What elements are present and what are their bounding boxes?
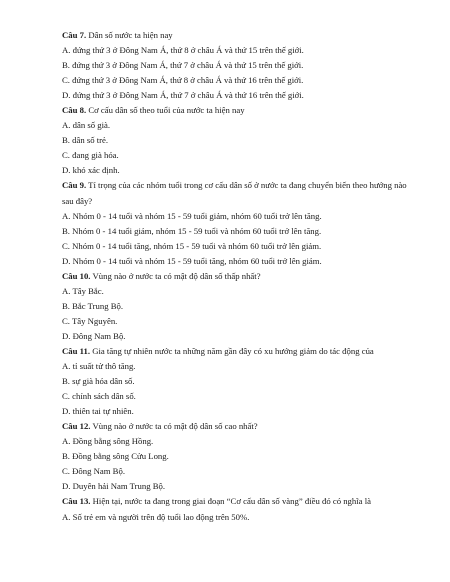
question-text: Hiện tại, nước ta đang trong giai đoạn “Cơ cấu dân số vàng” điều đó có nghĩa là: [92, 496, 371, 507]
question-number: Câu 11.: [62, 345, 91, 356]
option: B. Nhóm 0 - 14 tuổi giảm, nhóm 15 - 59 tuổi và nhóm 60 tuổi trở lên tăng.: [62, 225, 322, 236]
question-text: Tỉ trọng của các nhóm tuổi trong cơ cấu dân số ở nước ta đang chuyển biến theo hướng nào sau đây?: [62, 180, 407, 206]
question-9: [62, 178, 408, 268]
question-text: Cơ cấu dân số theo tuổi của nước ta hiện nay: [88, 105, 245, 116]
question-7: [62, 28, 408, 103]
question-title: [62, 103, 408, 118]
question-number: Câu 8.: [62, 105, 87, 116]
option: B. đứng thứ 3 ở Đông Nam Á, thứ 7 ở châu Á và thứ 15 trên thế giới.: [62, 60, 304, 71]
option: C. Nhóm 0 - 14 tuổi tăng, nhóm 15 - 59 tuổi và nhóm 60 tuổi trở lên giảm.: [62, 240, 322, 251]
question-8: [62, 103, 408, 178]
option: D. khó xác định.: [62, 165, 120, 176]
option: B. Đồng bằng sông Cửu Long.: [62, 451, 169, 462]
option: A. tỉ suất tử thô tăng.: [62, 361, 136, 372]
question-12: [62, 419, 408, 494]
question-title: [62, 344, 408, 359]
option: B. sự già hóa dân số.: [62, 376, 135, 387]
option: C. chính sách dân số.: [62, 391, 136, 402]
question-number: Câu 9.: [62, 180, 87, 191]
question-13: [62, 494, 408, 524]
question-text: Vùng nào ở nước ta có mật độ dân số thấp nhất?: [92, 270, 261, 281]
question-title: [62, 494, 408, 509]
question-number: Câu 12.: [62, 421, 91, 432]
option: C. đang già hóa.: [62, 150, 119, 161]
option: D. Đông Nam Bộ.: [62, 330, 126, 341]
question-number: Câu 7.: [62, 30, 87, 40]
option: B. Bắc Trung Bộ.: [62, 300, 124, 311]
option: D. Duyên hải Nam Trung Bộ.: [62, 481, 166, 492]
question-text: Vùng nào ở nước ta có mật độ dân số cao nhất?: [92, 421, 258, 432]
question-11: [62, 344, 408, 419]
option: C. Đông Nam Bộ.: [62, 466, 125, 477]
option: A. Đồng bằng sông Hồng.: [62, 436, 154, 447]
question-number: Câu 13.: [62, 496, 91, 507]
question-text: Gia tăng tự nhiên nước ta những năm gần đây có xu hướng giảm do tác động của: [92, 345, 374, 356]
question-title: [62, 178, 408, 208]
option: D. thiên tai tự nhiên.: [62, 406, 134, 417]
question-title: [62, 28, 408, 43]
option: C. đứng thứ 3 ở Đông Nam Á, thứ 8 ở châu Á và thứ 16 trên thế giới.: [62, 75, 304, 86]
option: D. đứng thứ 3 ở Đông Nam Á, thứ 7 ở châu Á và thứ 16 trên thế giới.: [62, 90, 304, 101]
question-10: [62, 269, 408, 344]
option: B. dân số trẻ.: [62, 135, 109, 146]
option: A. Tây Bắc.: [62, 285, 104, 296]
question-title: [62, 419, 408, 434]
option: A. Nhóm 0 - 14 tuổi và nhóm 15 - 59 tuổi giảm, nhóm 60 tuổi trở lên tăng.: [62, 210, 322, 221]
option: C. Tây Nguyên.: [62, 315, 118, 326]
question-text: Dân số nước ta hiện nay: [88, 30, 173, 40]
question-number: Câu 10.: [62, 270, 91, 281]
option: A. đứng thứ 3 ở Đông Nam Á, thứ 8 ở châu Á và thứ 15 trên thế giới.: [62, 45, 304, 56]
question-title: [62, 269, 408, 284]
option: A. dân số già.: [62, 120, 111, 131]
option: A. Số trẻ em và người trên độ tuổi lao động trên 50%.: [62, 511, 250, 522]
option: D. Nhóm 0 - 14 tuổi và nhóm 15 - 59 tuổi tăng, nhóm 60 tuổi trở lên giảm.: [62, 255, 322, 266]
